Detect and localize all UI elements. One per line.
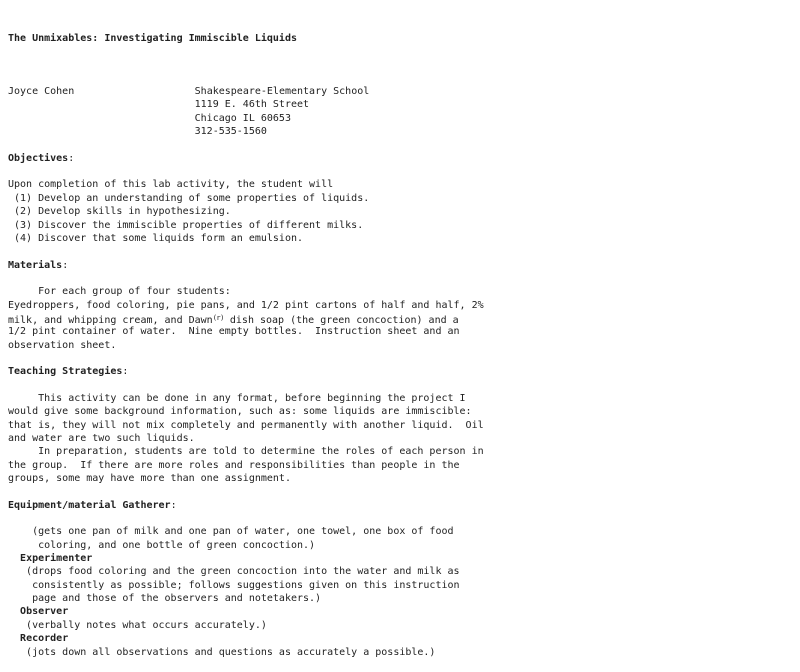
text-line (8, 379, 800, 392)
role-recorder: Recorder (20, 633, 69, 645)
text-line: (1) Develop an understanding of some properties of liquids. (8, 192, 370, 204)
role-experimenter: Experimenter (20, 553, 93, 565)
document-body (8, 72, 800, 659)
text-line: In preparation, students are told to determine the roles of each person in (8, 446, 484, 458)
text-line: For each group of four students: (8, 286, 231, 298)
text-line (8, 512, 800, 525)
byline (8, 85, 800, 98)
school-city: Chicago IL 60653 (8, 112, 291, 124)
text-line (8, 272, 800, 285)
text-line (8, 72, 800, 85)
text-line: (2) Develop skills in hypothesizing. (8, 206, 231, 218)
heading-objectives: Objectives: (8, 152, 75, 164)
school-phone: 312-535-1560 (8, 126, 267, 138)
heading-equipment-gatherer: Equipment/material Gatherer: (8, 499, 177, 511)
text-line: observation sheet. (8, 339, 117, 351)
text-line (8, 352, 800, 365)
text-line: and water are two such liquids. (8, 433, 195, 444)
text-line: that is, they will not mix completely and permanently with another liquid. Oil (8, 419, 484, 431)
text-line: (jots down all observations and questions as accurately a possible.) (8, 646, 436, 658)
text-line: (3) Discover the immiscible properties of different milks. (8, 219, 364, 231)
text-line: (drops food coloring and the green concoction into the water and milk as (8, 566, 460, 578)
heading-teaching-strategies: Teaching Strategies: (8, 366, 129, 378)
role-observer: Observer (20, 606, 69, 618)
school-street: 1119 E. 46th Street (8, 99, 310, 111)
text-line: 1/2 pint container of water. Nine empty bottles. Instruction sheet and an (8, 326, 460, 338)
text-line (8, 138, 800, 151)
heading-materials: Materials: (8, 259, 69, 271)
text-line: consistently as possible; follows suggestions given on this instruction (8, 579, 460, 591)
text-line (8, 165, 800, 178)
text-line: would give some background information, such as: some liquids are immiscible: (8, 406, 472, 418)
materials-line-dawn: milk, and whipping cream, and Dawn$^{(r)}$ dish soap (the green concoction) and a (8, 313, 459, 326)
text-line: the group. If there are more roles and responsibilities than people in the (8, 459, 460, 471)
text-line: coloring, and one bottle of green concoction.) (8, 539, 316, 551)
text-line: Eyedroppers, food coloring, pie pans, and 1/2 pint cartons of half and half, 2% (8, 299, 484, 311)
text-line: (4) Discover that some liquids form an emulsion. (8, 232, 304, 244)
text-line: (verbally notes what occurs accurately.) (8, 619, 267, 631)
text-line: page and those of the observers and notetakers.) (8, 593, 322, 605)
registered-mark: (r) (212, 313, 224, 322)
text-line (8, 245, 800, 258)
text-line (8, 485, 800, 498)
text-line: (gets one pan of milk and one pan of water, one towel, one box of food (8, 526, 454, 538)
text-line: Upon completion of this lab activity, the student will (8, 179, 334, 191)
author-name: Joyce Cohen (8, 86, 75, 98)
text-line: groups, some may have more than one assignment. (8, 473, 291, 485)
school-name: Shakespeare-Elementary School (194, 86, 370, 98)
doc-title: The Unmixables: Investigating Immiscible Liquids (8, 32, 297, 44)
text-line: This activity can be done in any format, before beginning the project I (8, 392, 466, 404)
